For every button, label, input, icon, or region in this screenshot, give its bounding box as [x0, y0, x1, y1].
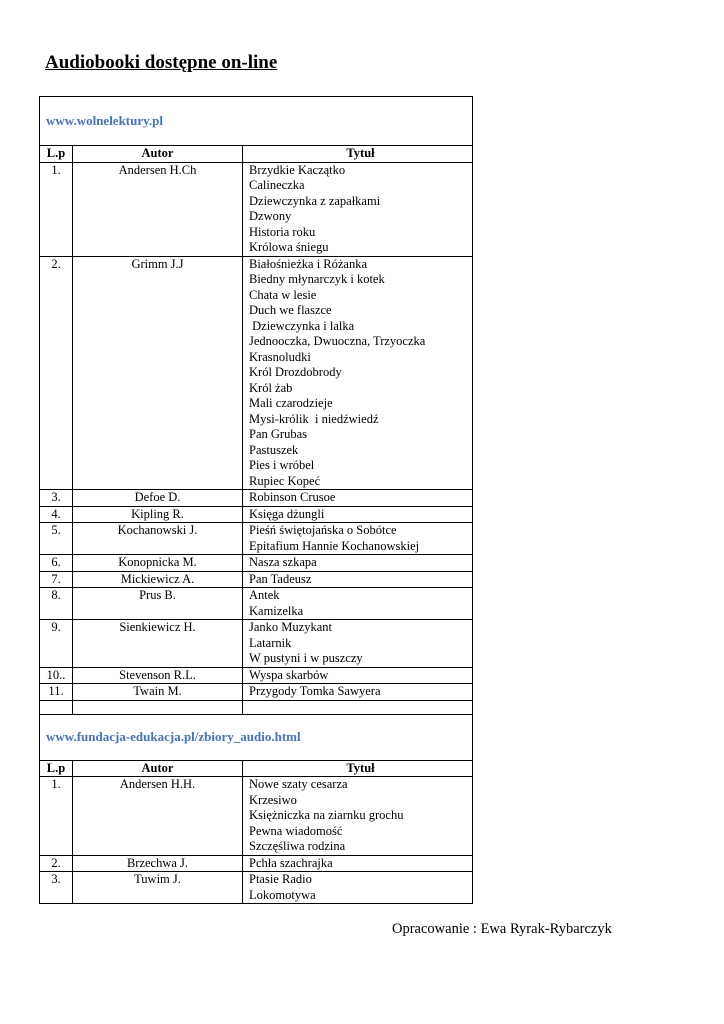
header-autor: Autor [73, 760, 243, 777]
table-row [40, 555, 473, 572]
cell-lp: 2. [40, 855, 73, 872]
book-title: Ptasie Radio [249, 872, 312, 886]
header-lp: L.p [40, 146, 73, 163]
book-title: Rupiec Kopeć [249, 473, 321, 488]
blank-cell [73, 700, 243, 714]
cell-lp: 9. [40, 620, 73, 668]
book-title: Nowe szaty cesarza [249, 777, 348, 791]
book-title: Mysi-królik i niedźwiedź [249, 411, 379, 426]
book-title: Chata w lesie [249, 287, 317, 302]
book-title: Lokomotywa [249, 887, 316, 902]
book-title: Wyspa skarbów [249, 667, 329, 682]
cell-lp: 1. [40, 162, 73, 256]
cell-lp: 10.. [40, 667, 73, 684]
cell-autor: Twain M. [73, 684, 243, 701]
cell-autor: Mickiewicz A. [73, 571, 243, 588]
website-link[interactable]: www.wolnelektury.pl [46, 112, 164, 128]
section-link-cell [40, 714, 473, 760]
book-title: Pan Grubas [249, 427, 307, 441]
book-title: Przygody Tomka Sawyera [249, 684, 381, 698]
cell-tytul [243, 490, 473, 507]
cell-tytul [243, 684, 473, 701]
table-row [40, 490, 473, 507]
book-title: Janko Muzykant [249, 620, 332, 634]
cell-tytul [243, 256, 473, 490]
cell-tytul [243, 620, 473, 668]
book-title: Duch we flaszce [249, 303, 332, 317]
cell-tytul [243, 777, 473, 856]
book-title: Dziewczynka z zapałkami [249, 193, 381, 208]
book-title: Pewna wiadomość [249, 823, 343, 838]
book-title: Król Drozdobrody [249, 365, 342, 379]
cell-autor: Andersen H.H. [73, 777, 243, 856]
cell-tytul [243, 506, 473, 523]
website-link[interactable]: www.fundacja-edukacja.pl/zbiory_audio.html [46, 728, 301, 744]
book-title: Latarnik [249, 635, 292, 650]
table-row [40, 620, 473, 668]
book-title: Pan Tadeusz [249, 571, 312, 586]
cell-autor: Andersen H.Ch [73, 162, 243, 256]
cell-autor: Sienkiewicz H. [73, 620, 243, 668]
table-row [40, 667, 473, 684]
cell-lp: 3. [40, 490, 73, 507]
book-title: Jednooczka, Dwuoczna, Trzyoczka [249, 334, 426, 348]
book-title: Krasnoludki [249, 349, 311, 364]
header-tytul: Tytuł [243, 760, 473, 777]
table-row [40, 506, 473, 523]
cell-tytul [243, 855, 473, 872]
cell-lp: 5. [40, 523, 73, 555]
audiobook-table [39, 96, 473, 904]
cell-tytul [243, 588, 473, 620]
cell-autor: Tuwim J. [73, 872, 243, 904]
cell-lp: 8. [40, 588, 73, 620]
cell-lp: 11. [40, 684, 73, 701]
blank-cell [243, 700, 473, 714]
book-title: Robinson Crusoe [249, 490, 336, 504]
table-row [40, 256, 473, 490]
book-title: Brzydkie Kaczątko [249, 162, 346, 177]
cell-autor: Prus B. [73, 588, 243, 620]
table-row [40, 855, 473, 872]
cell-lp: 7. [40, 571, 73, 588]
table-row [40, 571, 473, 588]
header-tytul: Tytuł [243, 146, 473, 163]
cell-tytul [243, 667, 473, 684]
cell-tytul [243, 523, 473, 555]
cell-autor: Brzechwa J. [73, 855, 243, 872]
book-title: Biedny młynarczyk i kotek [249, 272, 385, 286]
book-title: Mali czarodzieje [249, 396, 333, 410]
blank-cell [40, 700, 73, 714]
book-title: Historia roku [249, 224, 316, 239]
book-title: Calineczka [249, 178, 305, 192]
book-title: Szczęśliwa rodzina [249, 839, 346, 853]
cell-lp: 4. [40, 506, 73, 523]
book-title: Antek [249, 588, 280, 602]
header-row [40, 146, 473, 163]
table-row [40, 523, 473, 555]
page-title: Audiobooki dostępne on-line [45, 52, 278, 73]
book-title: Pchła szachrajka [249, 855, 333, 870]
table-row [40, 162, 473, 256]
cell-tytul [243, 555, 473, 572]
book-title: W pustyni i w puszczy [249, 651, 363, 665]
blank-row [40, 700, 473, 714]
section-link-row [40, 97, 473, 146]
footer-author: Opracowanie : Ewa Ryrak-Rybarczyk [392, 921, 612, 937]
cell-autor: Kipling R. [73, 506, 243, 523]
book-title: Pastuszek [249, 442, 299, 457]
cell-autor: Grimm J.J [73, 256, 243, 490]
cell-autor: Konopnicka M. [73, 555, 243, 572]
header-row [40, 760, 473, 777]
cell-tytul [243, 872, 473, 904]
book-title: Dziewczynka i lalka [249, 318, 355, 333]
table-row [40, 588, 473, 620]
book-title: Księga dżungli [249, 506, 325, 521]
cell-lp: 1. [40, 777, 73, 856]
cell-autor: Kochanowski J. [73, 523, 243, 555]
book-title: Pieśń świętojańska o Sobótce [249, 523, 397, 537]
cell-tytul [243, 571, 473, 588]
cell-tytul [243, 162, 473, 256]
section-link-row [40, 714, 473, 760]
cell-lp: 2. [40, 256, 73, 490]
book-title: Białośnieżka i Różanka [249, 256, 368, 271]
header-lp: L.p [40, 760, 73, 777]
book-title: Pies i wróbel [249, 458, 315, 472]
table-row [40, 872, 473, 904]
table-body [40, 97, 473, 904]
book-title: Król żab [249, 380, 293, 395]
cell-lp: 6. [40, 555, 73, 572]
book-title: Dzwony [249, 209, 292, 223]
table-row [40, 777, 473, 856]
section-link-cell [40, 97, 473, 146]
book-title: Królowa śniegu [249, 240, 329, 254]
cell-autor: Stevenson R.L. [73, 667, 243, 684]
book-title: Epitafium Hannie Kochanowskiej [249, 538, 420, 553]
book-title: Księżniczka na ziarnku grochu [249, 808, 404, 822]
header-autor: Autor [73, 146, 243, 163]
book-title: Krzesiwo [249, 792, 297, 807]
cell-lp: 3. [40, 872, 73, 904]
table-row [40, 684, 473, 701]
book-title: Kamizelka [249, 603, 304, 618]
book-title: Nasza szkapa [249, 555, 317, 569]
cell-autor: Defoe D. [73, 490, 243, 507]
